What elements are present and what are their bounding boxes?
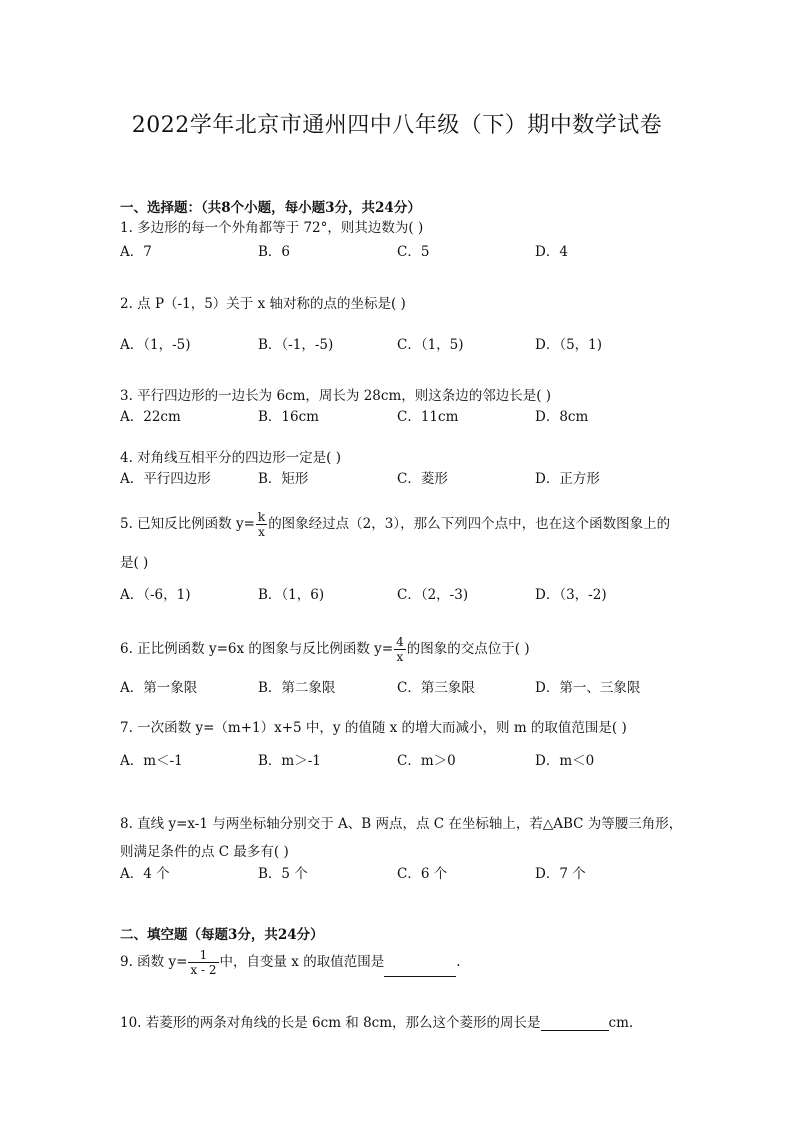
fraction-numerator: 4 [396, 635, 404, 649]
fraction-numerator: 1 [188, 948, 218, 963]
question-9-text-post: 中，自变量 x 的取值范围是 [219, 954, 385, 970]
question-2-options [120, 333, 680, 353]
question-10-tail: cm. [608, 1015, 634, 1031]
question-5-text-post: 的图象经过点（2，3），那么下列四个点中，也在这个函数图象上的 [268, 516, 671, 532]
option-c: C．6 个 [397, 866, 448, 882]
option-b: B．矩形 [258, 471, 309, 487]
option-d: D．正方形 [535, 471, 600, 487]
question-10-text-pre: 10. 若菱形的两条对角线的长是 6cm 和 8cm，那么这个菱形的周长是 [120, 1015, 541, 1031]
option-a: A．（-6，1) [120, 587, 191, 603]
fraction-numerator: k [257, 510, 266, 524]
question-6-text-pre: 6. 正比例函数 y=6x 的图象与反比例函数 y= [120, 641, 394, 657]
fraction-denominator: x - 2 [190, 963, 217, 977]
question-3-options [120, 405, 680, 425]
option-c: C．（2，-3) [397, 587, 469, 603]
option-d: D．（3，-2) [535, 587, 607, 603]
option-a: A．m＜-1 [120, 753, 183, 769]
option-c: C．菱形 [397, 471, 448, 487]
question-6-options [120, 676, 680, 696]
question-1-options [120, 240, 680, 260]
option-b: B．第二象限 [258, 680, 336, 696]
option-c: C．5 [397, 244, 430, 260]
question-5-options [120, 583, 680, 603]
option-a: A．平行四边形 [120, 471, 211, 487]
question-8-stem-line2: 则满足条件的点 C 最多有( ) [120, 844, 289, 860]
option-c: C．（1，5) [397, 337, 464, 353]
option-d: D．7 个 [535, 866, 586, 882]
option-a: A．4 个 [120, 866, 170, 882]
option-d: D．（5，1) [535, 337, 603, 353]
question-7-stem: 7. 一次函数 y=（m+1）x+5 中，y 的值随 x 的增大而减小，则 m 的取值范围是( ) [120, 720, 627, 736]
fraction-1-over-x-minus-2 [188, 948, 218, 977]
section-heading-fill-in: 二、填空题（每题3分，共24分） [120, 927, 324, 943]
question-8-stem: 8. 直线 y=x-1 与两坐标轴分别交于 A、B 两点，点 C 在坐标轴上，若△ABC 为等腰三角形， [120, 816, 683, 832]
question-4-options [120, 467, 680, 487]
fraction-k-over-x [256, 510, 267, 539]
question-4-stem: 4. 对角线互相平分的四边形一定是( ) [120, 450, 341, 466]
option-a: A．7 [120, 244, 152, 260]
option-c: C．11cm [397, 409, 459, 425]
section-heading-choice: 一、选择题：（共8个小题，每小题3分，共24分） [120, 200, 421, 216]
question-9-stem [120, 948, 461, 977]
option-a: A．22cm [120, 409, 181, 425]
option-d: D．第一、三象限 [535, 680, 641, 696]
option-b: B．（-1，-5) [258, 337, 334, 353]
question-9-tail: . [456, 954, 461, 970]
option-a: A．（1，-5) [120, 337, 191, 353]
question-5-text-pre: 5. 已知反比例函数 y= [120, 516, 255, 532]
fraction-denominator: x [396, 650, 404, 664]
question-5-stem-line2: 是( ) [120, 555, 149, 571]
question-7-options [120, 749, 680, 769]
option-d: D．8cm [535, 409, 589, 425]
question-1-stem: 1. 多边形的每一个外角都等于 72°，则其边数为( ) [120, 220, 424, 236]
option-d: D．m＜0 [535, 753, 595, 769]
option-d: D．4 [535, 244, 568, 260]
fraction-denominator: x [258, 525, 265, 539]
question-2-stem: 2. 点 P（-1，5）关于 x 轴对称的点的坐标是( ) [120, 296, 406, 312]
question-8-options [120, 862, 680, 882]
page-title: 2022学年北京市通州四中八年级（下）期中数学试卷 [131, 113, 663, 138]
option-c: C．第三象限 [397, 680, 475, 696]
answer-blank[interactable] [384, 962, 456, 977]
option-b: B．（1，6) [258, 587, 325, 603]
question-6-stem [120, 635, 530, 664]
question-9-text-pre: 9. 函数 y= [120, 954, 188, 970]
option-c: C．m＞0 [397, 753, 456, 769]
question-10-stem [120, 1011, 633, 1031]
question-5-stem [120, 510, 670, 539]
question-3-stem: 3. 平行四边形的一边长为 6cm，周长为 28cm，则这条边的邻边长是( ) [120, 388, 552, 404]
question-6-text-post: 的图象的交点位于( ) [406, 641, 530, 657]
answer-blank[interactable] [541, 1016, 609, 1031]
option-b: B．6 [258, 244, 291, 260]
fraction-4-over-x [394, 635, 406, 664]
option-a: A．第一象限 [120, 680, 198, 696]
option-b: B．16cm [258, 409, 319, 425]
option-b: B．m＞-1 [258, 753, 321, 769]
option-b: B．5 个 [258, 866, 308, 882]
